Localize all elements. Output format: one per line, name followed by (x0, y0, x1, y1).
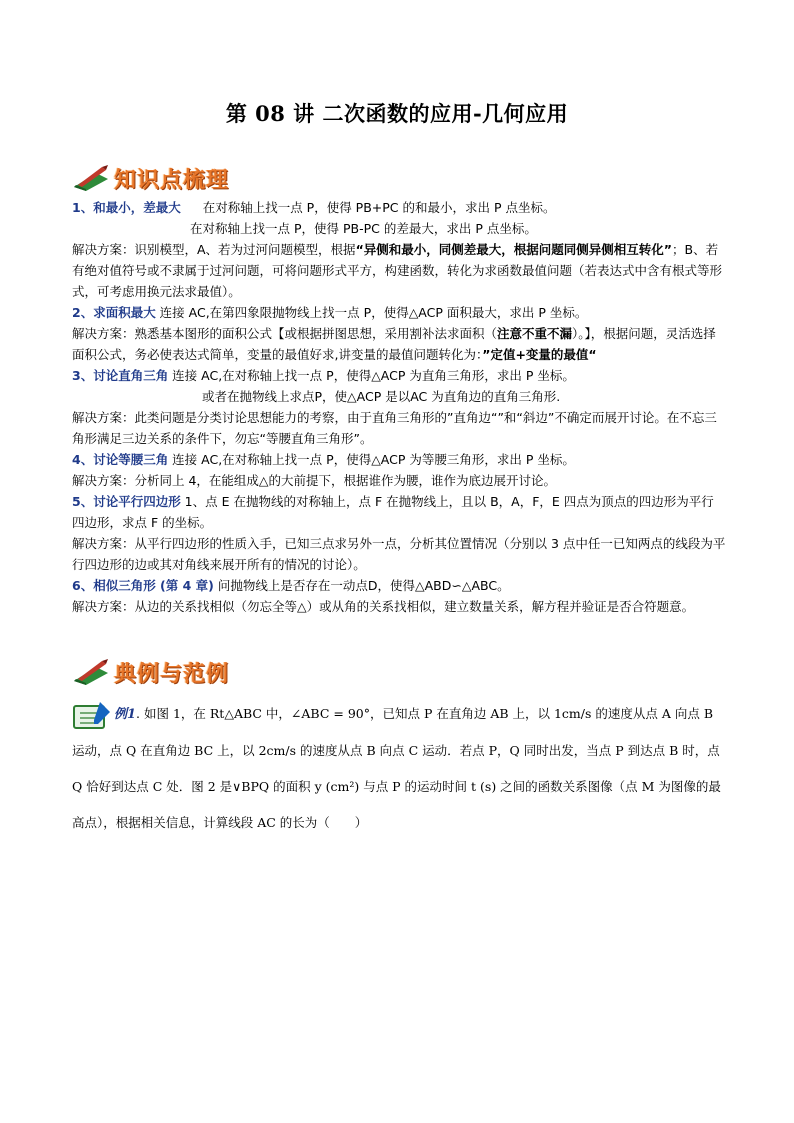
solution-emphasis: 注意不重不漏 (497, 326, 573, 341)
point-text-line2: 在对称轴上找一点 P，使得 PB-PC 的差最大，求出 P 点坐标。 (190, 221, 537, 236)
point-heading: 2、求面积最大 (72, 305, 156, 320)
solution-text: ）。】，根据问题，灵活选择面积公式，务必使表达式简单，变量的最值好求,讲变量的最值问题转化为： (72, 326, 716, 362)
knowledge-section (72, 197, 726, 617)
solution-6: 解决方案：从边的关系找相似（勿忘全等△）或从角的关系找相似，建立数量关系，解方程并验证是否合符题意。 (72, 599, 695, 614)
solution-2 (72, 323, 726, 365)
point-text: 在对称轴上找一点 P，使得 PB+PC 的和最小，求出 P 点坐标。 (202, 200, 556, 215)
solution-4: 解决方案：分析同上 4，在能组成△的大前提下，根据谁作为腰，谁作为底边展开讨论。 (72, 473, 557, 488)
section-banner-examples (72, 657, 229, 687)
point-heading: 1、和最小，差最大 (72, 200, 181, 215)
point-heading: 5、讨论平行四边形 (72, 494, 181, 509)
example-label: 例1 (114, 707, 137, 722)
solution-1 (72, 239, 726, 302)
point-text-line2: 或者在抛物线上求点P，使△ACP 是以AC 为直角边的直角三角形. (202, 389, 561, 404)
example-1 (72, 696, 726, 841)
point-5 (72, 491, 726, 533)
point-heading: 4、讨论等腰三角 (72, 452, 169, 467)
solution-text: 解决方案：熟悉基本图形的面积公式【或根据拼图思想，采用割补法求面积（ (72, 326, 498, 341)
pen-book-icon (72, 659, 112, 685)
point-text: 1、点 E 在抛物线的对称轴上，点 F 在抛物线上，且以 B，A，F，E 四点为顶点的四边形为平行四边形，求点 F 的坐标。 (72, 494, 714, 530)
solution-5: 解决方案：从平行四边形的性质入手，已知三点求另外一点，分析其位置情况（分别以 3 点中任一已知两点的线段为平行四边形的边或其对角线来展开所有的情况的讨论）。 (72, 536, 726, 572)
solution-text: ；B、若有绝对值符号或不隶属于过河问题，可将问题形式平方，构建函数，转化为求函数最值问题（若表达式中含有根式等形式，可考虑用换元法求最值）。 (72, 242, 723, 299)
point-text: 问抛物线上是否存在一动点D，使得△ABD∽△ABC。 (213, 578, 510, 593)
point-3 (72, 365, 726, 386)
solution-emphasis: ”定值+变量的最值“ (482, 347, 597, 362)
point-6 (72, 575, 726, 596)
point-2 (72, 302, 726, 323)
solution-3: 解决方案：此类问题是分类讨论思想能力的考察，由于直角三角形的”直角边“”和“斜边”不确定而展开讨论。在不忘三角形满足三边关系的条件下，勿忘“等腰直角三角形”。 (72, 410, 717, 446)
point-text: 连接 AC,在对称轴上找一点 P，使得△ACP 为直角三角形，求出 P 坐标。 (168, 368, 575, 383)
point-1 (72, 197, 726, 218)
point-heading: 3、讨论直角三角 (72, 368, 169, 383)
solution-emphasis: “异侧和最小，同侧差最大，根据问题同侧异侧相互转化” (355, 242, 672, 257)
solution-text: 解决方案：识别模型，A、若为过河问题模型，根据 (72, 242, 356, 257)
section-banner-knowledge (72, 163, 229, 193)
point-heading: 6、相似三角形 (第 4 章) (72, 578, 214, 593)
point-text: 连接 AC,在第四象限抛物线上找一点 P，使得△ACP 面积最大，求出 P 坐标。 (155, 305, 588, 320)
notebook-pencil-icon (72, 700, 112, 730)
pen-book-icon (72, 165, 112, 191)
banner-title: 典例与范例 (114, 661, 230, 687)
example-text: . 如图 1，在 Rt△ABC 中，∠ABC = 90°，已知点 P 在直角边 AB 上，以 1cm/s 的速度从点 A 向点 B 运动，点 Q 在直角边 BC 上，以 2cm/s 的速度从点 B 向点 C 运动．若点 P，Q 同时出发，当点 P 到达点 B 时，点 Q 恰好到达点 C 处．图 2 是∨BPQ 的面积 y (cm²) 与点 P 的运动时间 t (s) 之间的函数关系图像（点 M 为图像的最高点），根据相关信息，计算线段 AC 的长为（ ） (72, 706, 721, 830)
page-title: 第 08 讲 二次函数的应用-几何应用 (225, 101, 569, 126)
point-4 (72, 449, 726, 470)
point-text: 连接 AC,在对称轴上找一点 P，使得△ACP 为等腰三角形，求出 P 坐标。 (168, 452, 575, 467)
banner-title: 知识点梳理 (114, 167, 230, 193)
